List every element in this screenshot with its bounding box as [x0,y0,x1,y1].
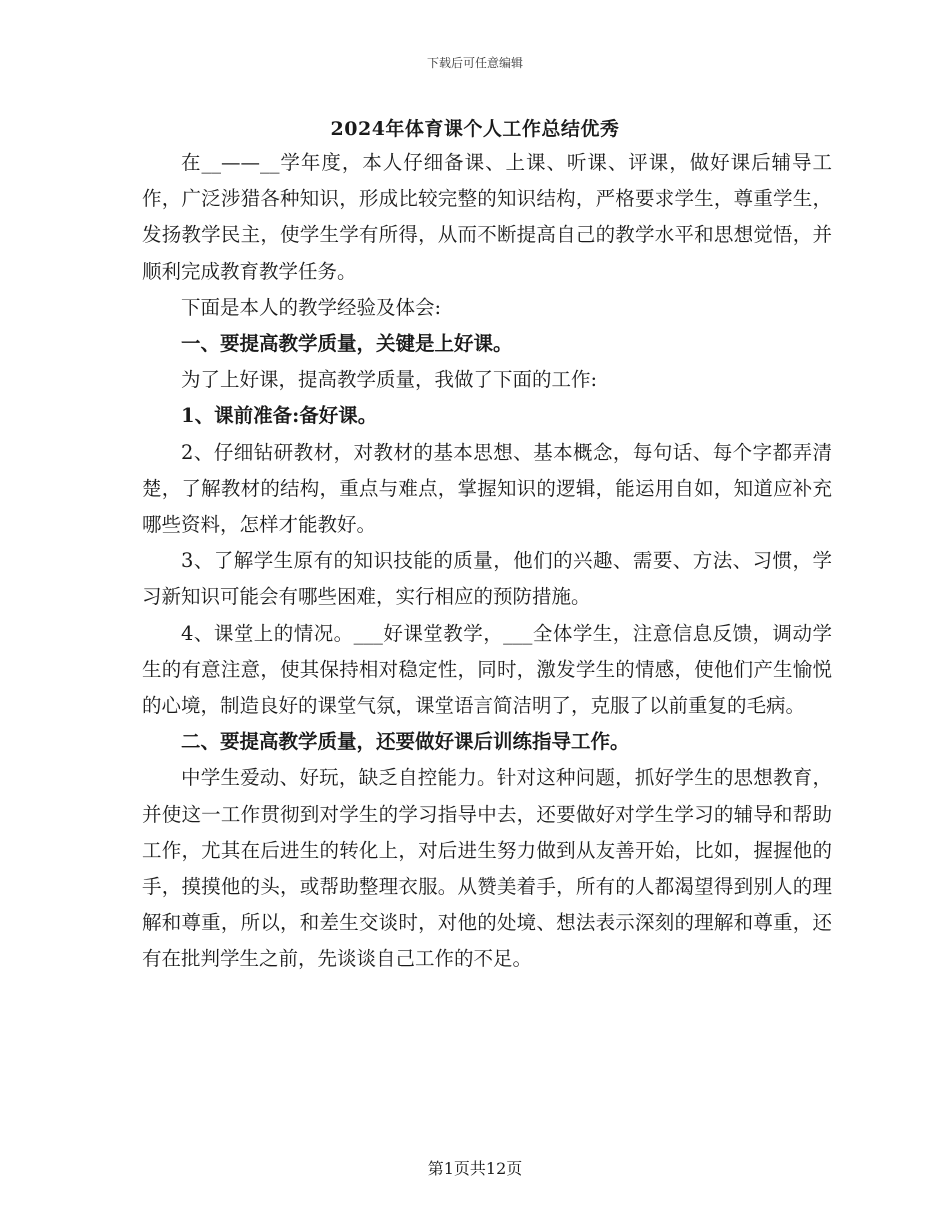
paragraph-intro: 在__——__学年度，本人仔细备课、上课、听课、评课，做好课后辅导工作，广泛涉猎各种知识，形成比较完整的知识结构，严格要求学生，尊重学生，发扬教学民主，使学生学有所得，从而不断提高自己的教学水平和思想觉悟，并顺利完成教育教学任务。 [142,151,832,283]
paragraph-work-lead: 为了上好课，提高教学质量，我做了下面的工作: [181,368,598,392]
paragraph-after-class: 中学生爱动、好玩，缺乏自控能力。针对这种问题，抓好学生的思想教育，并使这一工作贯彻到对学生的学习指导中去，还要做好对学生学习的辅导和帮助工作，尤其在后进生的转化上，对后进生努力做到从友善开始，比如，握握他的手，摸摸他的头，或帮助整理衣服。从赞美着手，所有的人都渴望得到别人的理解和尊重，所以，和差生交谈时，对他的处境、想法表示深刻的理解和尊重，还有在批判学生之前，先谈谈自己工作的不足。 [142,766,832,971]
paragraph-item-3: 3、了解学生原有的知识技能的质量，他们的兴趣、需要、方法、习惯，学习新知识可能会有哪些困难，实行相应的预防措施。 [142,549,832,609]
paragraph-item-4: 4、课堂上的情况。___好课堂教学，___全体学生，注意信息反馈，调动学生的有意注意，使其保持相对稳定性，同时，激发学生的情感，使他们产生愉悦的心境，制造良好的课堂气氛，课堂语言简洁明了，克服了以前重复的毛病。 [142,621,832,718]
subheading-preparation: 1、课前准备:备好课。 [181,404,378,428]
page-number: 第1页共12页 [427,1159,523,1178]
document-title: 2024年体育课个人工作总结优秀 [330,118,620,140]
document-body [142,145,832,978]
section-heading-2: 二、要提高教学质量，还要做好课后训练指导工作。 [181,730,630,754]
paragraph-item-2: 2、仔细钻研教材，对教材的基本思想、基本概念，每句话、每个字都弄清楚，了解教材的结构，重点与难点，掌握知识的逻辑，能运用自如，知道应补充哪些资料，怎样才能教好。 [142,440,832,537]
header-note: 下载后可任意编辑 [426,56,523,70]
section-heading-1: 一、要提高教学质量，关键是上好课。 [181,332,513,356]
paragraph-experience-lead: 下面是本人的教学经验及体会: [181,295,442,319]
